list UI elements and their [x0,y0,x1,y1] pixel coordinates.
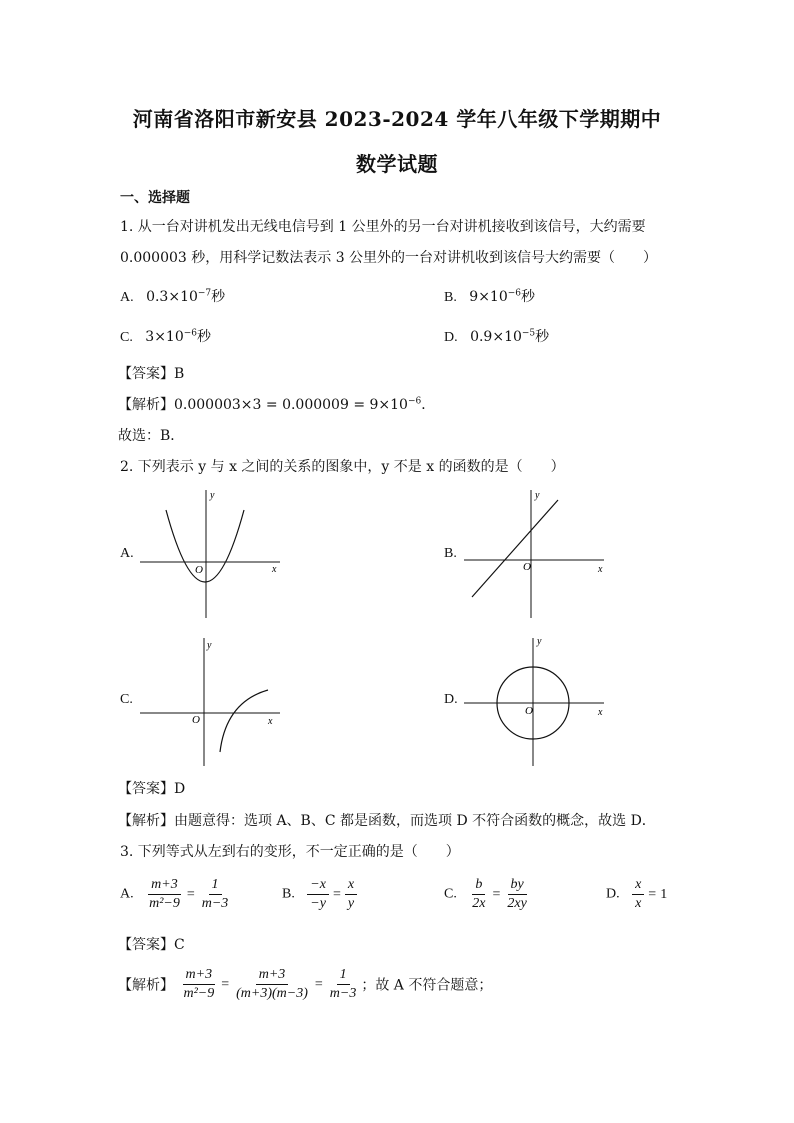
q1-option-d-exp: −5 [521,328,536,339]
fraction [345,876,357,913]
q1-option-d [444,326,549,346]
fraction [632,876,644,913]
q1-option-b-exp: −6 [507,288,522,299]
q3-option-d: D. $\frac{x}{x}$ = 1 [606,877,668,911]
q1-option-c-unit: 秒 [197,329,212,345]
q2-graph-c [138,634,288,769]
q1-option-d-base: 0.9×10 [470,329,522,345]
numerator: 1 [337,966,350,985]
fraction [180,966,217,1003]
q1-option-a [120,286,225,306]
q1-option-b-label: B. [444,290,457,305]
q2-graph-d-label: D. [444,692,458,707]
q3-stem: 3. 下列等式从左到右的变形，不一定正确的是（ ） [120,844,460,860]
q3-analysis-tail: ；故 A 不符合题意； [361,977,493,994]
q3-answer: 【答案】C [118,937,185,953]
q1-analysis-label: 【解析】 [118,397,174,413]
q3-option-b: B. $\frac{-x}{-y}$ = $\frac{x}{y}$ [282,876,359,913]
straight-line [472,500,558,597]
y-axis-label: y [537,636,542,647]
q1-option-d-label: D. [444,330,458,345]
numerator: m+3 [183,966,216,985]
numerator: b [472,876,485,895]
q1-option-b [444,286,535,306]
q1-option-c [120,326,211,346]
origin-label: O [195,564,203,576]
q2-graph-a [138,486,288,621]
q3-analysis-label: 【解析】 [118,977,174,994]
q1-answer: 【答案】B [118,366,185,382]
origin-label: O [192,714,200,726]
q1-stem-line2: 0.000003 秒，用科学记数法表示 3 公里外的一台对讲机收到该信号大约需要（ ） [120,250,658,266]
y-axis-label: y [210,490,215,501]
q3-option-d-rhs: 1 [660,886,668,902]
numerator: by [508,876,527,895]
denominator: (m+3)(m−3) [236,986,308,1001]
numerator: x [632,876,644,895]
denominator: m−3 [201,896,229,911]
denominator: y [347,896,355,911]
q3-option-c: C. $\frac{b}{2x}$ = $\frac{by}{2xy}$ [444,876,532,913]
q3-option-c-label: C. [444,886,457,902]
q1-option-d-unit: 秒 [535,329,550,345]
denominator: 2xy [507,896,527,911]
fraction [327,966,360,1003]
q1-option-a-exp: −7 [197,288,212,299]
fraction [307,876,329,913]
numerator: m+3 [148,876,181,895]
q3-option-a: A. $\frac{m+3}{\text{m²−9}}$ = $\frac{1}{m-3}$ [120,876,233,913]
q1-option-a-base: 0.3×10 [146,289,198,305]
x-axis-label: x [272,564,277,575]
q1-analysis-end: ． [421,397,436,413]
page-title: 河南省洛阳市新安县 2023-2024 学年八年级下学期期中 [132,107,662,131]
q2-graph-d [462,634,612,769]
q1-option-a-unit: 秒 [211,289,226,305]
q2-graph-c-label: C. [120,692,133,707]
q1-conclusion: 故选：B． [118,428,185,444]
denominator: 2x [472,896,486,911]
q1-analysis-expr: 0.000003×3 = 0.000009 = 9×10 [174,397,408,413]
q2-stem: 2. 下列表示 y 与 x 之间的关系的图象中，y 不是 x 的函数的是（ ） [120,459,565,475]
q3-analysis: 【解析】 $\frac{m+3}{\text{m²−9}}$ = $\frac{m+3}{(m+3)(m-3)}$ = $\frac{1}{m-3}$ ；故 A 不符合题意； [118,967,493,1001]
denominator: m²−9 [149,896,180,911]
fraction [146,876,183,913]
origin-label: O [525,705,533,717]
q1-option-c-exp: −6 [183,328,198,339]
q2-answer: 【答案】D [118,781,186,797]
q1-option-c-base: 3×10 [145,329,184,345]
q1-option-b-unit: 秒 [521,289,536,305]
parabola-curve [166,510,244,582]
numerator: m+3 [256,966,289,985]
y-axis-label: y [207,640,212,651]
q3-option-d-label: D. [606,886,620,902]
q2-analysis: 【解析】由题意得：选项 A、B、C 都是函数，而选项 D 不符合函数的概念，故选 D． [118,813,656,829]
origin-label: O [523,561,531,573]
denominator: m²−9 [183,986,215,1001]
q1-stem-line1: 1. 从一台对讲机发出无线电信号到 1 公里外的另一台对讲机接收到该信号，大约需要 [120,219,646,235]
log-curve [220,690,268,752]
fraction [504,876,529,913]
fraction [199,876,232,913]
q1-option-c-label: C. [120,330,133,345]
denominator: m−3 [329,986,357,1001]
fraction [233,966,311,1003]
x-axis-label: x [268,716,273,727]
q2-graph-b-label: B. [444,546,457,561]
page-subtitle: 数学试题 [356,152,438,176]
q2-graph-a-label: A. [120,546,134,561]
x-axis-label: x [598,707,603,718]
y-axis-label: y [535,490,540,501]
q1-analysis [118,394,435,414]
q3-option-a-label: A. [120,886,134,902]
fraction [469,876,488,913]
q3-option-b-label: B. [282,886,295,902]
numerator: x [345,876,357,895]
q1-option-a-label: A. [120,290,134,305]
x-axis-label: x [598,564,603,575]
numerator: −x [307,876,329,895]
denominator: x [635,896,642,911]
denominator: −y [310,896,326,911]
numerator: 1 [209,876,222,895]
q2-graph-b [462,486,612,621]
q1-analysis-exp: −6 [407,396,422,407]
section-heading: 一、选择题 [120,190,190,206]
q1-option-b-base: 9×10 [469,289,508,305]
